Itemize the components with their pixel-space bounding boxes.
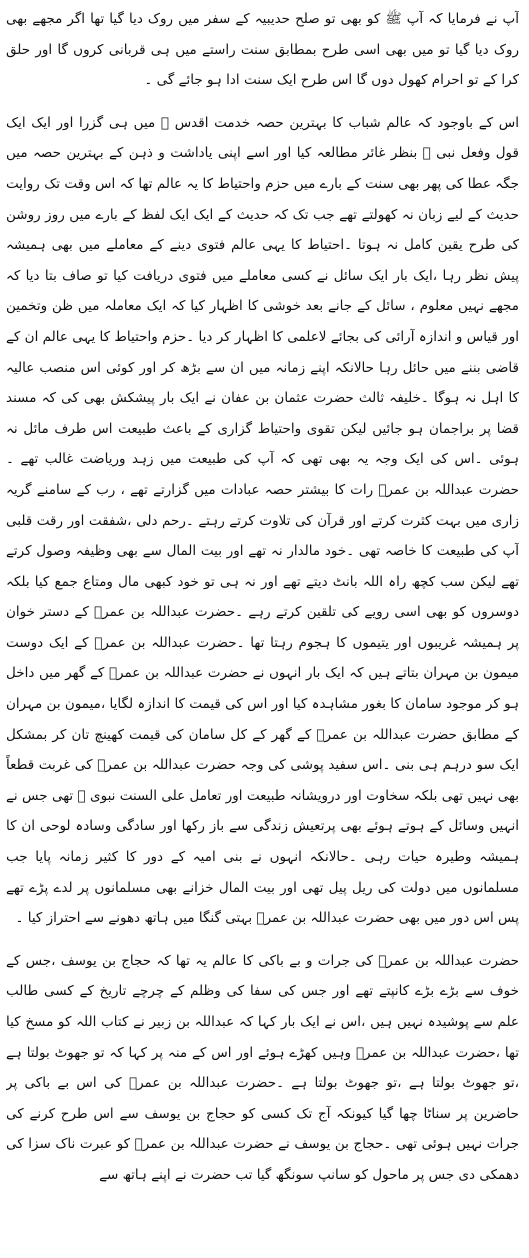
paragraph-courage-hajjaj: حضرت عبداللہ بن عمرؓ کی جرات و بے باکی کا عالم یہ تھا کہ حجاج بن یوسف ،جس کے خوف سے بڑے بڑے کانپتے تھے اور جس کی سفا کی وظلم کے چرچے تاریخ کے کسی طالب علم سے پوشیدہ نہیں ہیں ،اس نے ایک بار کہا کہ عبداللہ بن زبیر نے کتاب اللہ کو مسخ کیا تھا ،حضرت عبداللہ بن عمرؓ وہیں کھڑے ہوئے اور اس کے منہ پر کہا کہ تو جھوٹ بولتا ہے ،تو جھوٹ بولتا ہے ،تو جھوٹ بولتا ہے ۔حضرت عبداللہ بن عمرؓ کی اس بے باکی پر حاضرین پر سناٹا چھا گیا کیونکہ آج تک کسی کو حجاج بن یوسف سے اس طرح کرنے کی جرات نہیں ہوئی تھی ۔حجاج بن یوسف نے حضرت عبداللہ بن عمرؓ کو عبرت ناک سزا کی دھمکی دی جس پر ماحول کو سانپ سونگھ گیا تب حضرت نے اپنے ہاتھ سے bbox=[6, 952, 519, 1183]
paragraph-hudaybiyyah: آپ نے فرمایا کہ آپ ﷺ کو بھی تو صلح حدیبیہ کے سفر میں روک دیا گیا تھا اگر مجھے بھی روک دیا گیا تو میں بھی اسی طرح بمطابق سنت راستے میں ہی قربانی کروں گا اور حلق کرا کے تو احرام کھول دوں گا اس طرح ایک سنت ادا ہو جائے گی ۔ bbox=[6, 11, 519, 89]
paragraph-piety-and-caution: اس کے باوجود کہ عالم شباب کا بہترین حصہ خدمت اقدس ﷺ میں ہی گزرا اور ایک ایک قول وفعل نبی ﷺ بنظر غائر مطالعہ کیا اور اسے اپنی یاداشت و ذہن کے بہترین حصہ میں جگہ عطا کی پھر بھی سنت کے بارے میں حزم واحتیاط کا یہ عالم تھا کہ اس وقت تک روایت حدیث کے لیے زبان نہ کھولتے تھے جب تک کہ حدیث کے ایک ایک لفظ کے بارے میں روز روشن کی طرح یقین کامل نہ ہوتا ۔احتیاط کا یہی عالم فتوی دینے کے معاملے میں بھی ہمیشہ پیش نظر رہا ،ایک بار ایک سائل نے کسی معاملے میں فتوی دریافت کیا تو صاف بتا دیا کہ مجھے نہیں معلوم ، سائل کے جانے بعد خوشی کا اظہار کیا کہ ایک معاملہ میں ظن وتخمین اور قیاس و اندازہ آرائی کی بجائے لاعلمی کا اظہار کر دیا ۔حزم واحتیاط کا یہی عالم ان کے قاضی بننے میں حائل رہا حالانکہ اپنے زمانہ میں ان سے بڑھ کر اور کوئی اس منصب عالیہ کا اہل نہ ہوگا ۔خلیفہ ثالث حضرت عثمان بن عفان نے ایک بار پیشکش بھی کی کہ مسند قضا پر براجمان ہو جائیں لیکن تقوی واحتیاط گزاری کے باعث طبیعت اس طرف مائل نہ ہوئی ۔اس کی ایک وجہ یہ بھی تھی کہ آپ کی طبیعت میں زہد وریاضت غالب تھے ۔ حضرت عبداللہ بن عمرؓ رات کا بیشتر حصہ عبادات میں گزارتے تھے ، رب کے سامنے گریہ زاری میں بہت کثرت کرتے اور قرآن کی تلاوت کرتے رہتے ۔رحم دلی ،شفقت اور رقت قلبی آپ کی طبیعت کا خاصہ تھی ۔خود مالدار نہ تھے اور بیت المال سے بھی وظیفہ وصول کرتے تھے لیکن سب کچھ راہ اللہ بانٹ دیتے تھے اور نہ ہی تو خود کبھی مال ومتاع جمع کیا بلکہ دوسروں کو بھی اسی رویے کی تلقین کرتے رہے ۔حضرت عبداللہ بن عمرؓ کے دستر خوان پر ہمیشہ غریبوں اور یتیموں کا ہجوم رہتا تھا ۔حضرت عبداللہ بن عمرؓ کے ایک دوست میمون بن مہران بتاتے ہیں کہ ایک بار انہوں نے حضرت عبداللہ بن عمرؓ کے گھر میں داخل ہو کر موجود سامان کا بغور مشاہدہ کیا اور اس کی قیمت کا اندازہ لگایا ،میمون بن مہران کے مطابق حضرت عبداللہ بن عمرؓ کے گھر کے کل سامان کی قیمت کھینچ تان کر بمشکل ایک سو درہم ہی بنی ۔اس سفید پوشی کی وجہ حضرت عبداللہ بن عمرؓ کی غربت قطعاً بھی نہیں تھی بلکہ سخاوت اور درویشانہ طبیعت اور تعامل علی السنت نبوی ﷺ تھی جس نے انہیں وسائل کے ہوتے ہوئے بھی پرتعیش زندگی سے باز رکھا اور سادگی وسادہ لوحی ان کا ہمیشہ وطیرہ حیات رہی ۔حالانکہ انہوں نے بنی امیہ کے دور کا کثیر زمانہ پایا جب مسلمانوں میں دولت کی ریل پیل تھی اور بیت المال خزانے بھی مسلمانوں پر لدے پڑے تھے پس اس دور میں بھی حضرت عبداللہ بن عمرؓ بہتی گنگا میں ہاتھ دھونے سے احتراز کیا ۔ bbox=[6, 114, 519, 927]
document-page bbox=[6, 4, 519, 1254]
